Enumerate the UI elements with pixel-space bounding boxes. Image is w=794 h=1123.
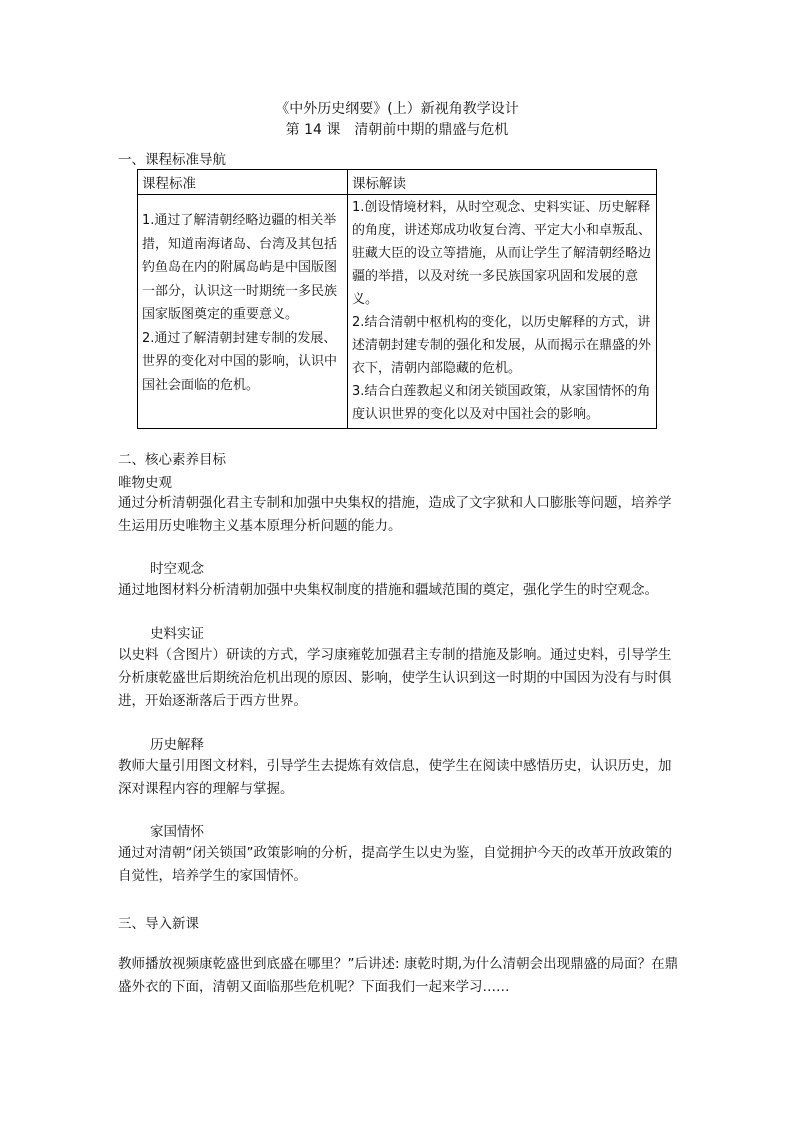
- interpretations-cell: [348, 195, 657, 429]
- standard-item: 1.通过了解清朝经略边疆的相关举措，知道南海诸岛、台湾及其包括钓鱼岛在内的附属岛屿是中国版图一部分，认识这一时期统一多民族国家版图奠定的重要意义。: [142, 213, 338, 322]
- literacy-text: 教师大量引用图文材料，引导学生去提炼有效信息，使学生在阅读中感悟历史，认识历史，加深对课程内容的理解与掌握。: [118, 758, 672, 797]
- literacy-text: 通过地图材料分析清朝加强中央集权制度的措施和疆域范围的奠定，强化学生的时空观念。: [118, 582, 658, 598]
- table-header-row: [138, 170, 657, 195]
- section3-heading: 三、导入新课: [118, 916, 199, 932]
- literacy-label: 史料实证: [150, 626, 204, 642]
- literacy-label: 家国情怀: [150, 824, 204, 840]
- curriculum-standards-table: [137, 169, 657, 429]
- section2-heading: 二、核心素养目标: [118, 452, 226, 468]
- intro-text: 教师播放视频康乾盛世到底盛在哪里？”后讲述: 康乾时期,为什么清朝会出现鼎盛的局面？在鼎盛外衣的下面，清朝又面临那些危机呢？下面我们一起来学习……: [118, 956, 679, 995]
- lesson-subtitle: 第 14 课 清朝前中期的鼎盛与危机: [285, 122, 509, 138]
- literacy-text: 以史料（含图片）研读的方式，学习康雍乾加强君主专制的措施及影响。通过史料，引导学生分析康乾盛世后期统治危机出现的原因、影响，使学生认识到这一时期的中国因为没有与时俱进，开始逐渐落后于西方世界。: [118, 647, 672, 709]
- standards-cell: [138, 195, 348, 429]
- section1-heading: 一、课程标准导航: [118, 152, 226, 168]
- literacy-text: 通过分析清朝强化君主专制和加强中央集权的措施，造成了文字狱和人口膨胀等问题，培养学生运用历史唯物主义基本原理分析问题的能力。: [118, 495, 672, 534]
- interpretation-item: 3.结合白莲教起义和闭关锁国政策，从家国情怀的角度认识世界的变化以及对中国社会的影响。: [352, 384, 651, 422]
- literacy-label: 历史解释: [150, 737, 204, 753]
- interpretation-item: 2.结合清朝中枢机构的变化，以历史解释的方式，讲述清朝封建专制的强化和发展，从而揭示在鼎盛的外衣下，清朝内部隐藏的危机。: [352, 315, 652, 376]
- literacy-label: 唯物史观: [118, 475, 172, 491]
- literacy-label: 时空观念: [150, 561, 204, 577]
- col1-header: 课程标准: [138, 170, 348, 195]
- interpretation-item: 1.创设情境材料，从时空观念、史料实证、历史解释的角度，讲述郑成功收复台湾、平定大小和卓叛乱、驻藏大臣的设立等措施，从而让学生了解清朝经略边疆的举措，以及对统一多民族国家巩固和发展的意义。: [352, 200, 652, 307]
- col2-header: 课标解读: [348, 170, 657, 195]
- table-row: [138, 195, 657, 429]
- document-title: 《中外历史纲要》(上）新视角教学设计: [275, 101, 519, 117]
- literacy-text: 通过对清朝“闭关锁国”政策影响的分析，提高学生以史为鉴，自觉拥护今天的改革开放政策的自觉性，培养学生的家国情怀。: [118, 845, 672, 884]
- standard-item: 2.通过了解清朝封建专制的发展、世界的变化对中国的影响，认识中国社会面临的危机。: [142, 330, 338, 393]
